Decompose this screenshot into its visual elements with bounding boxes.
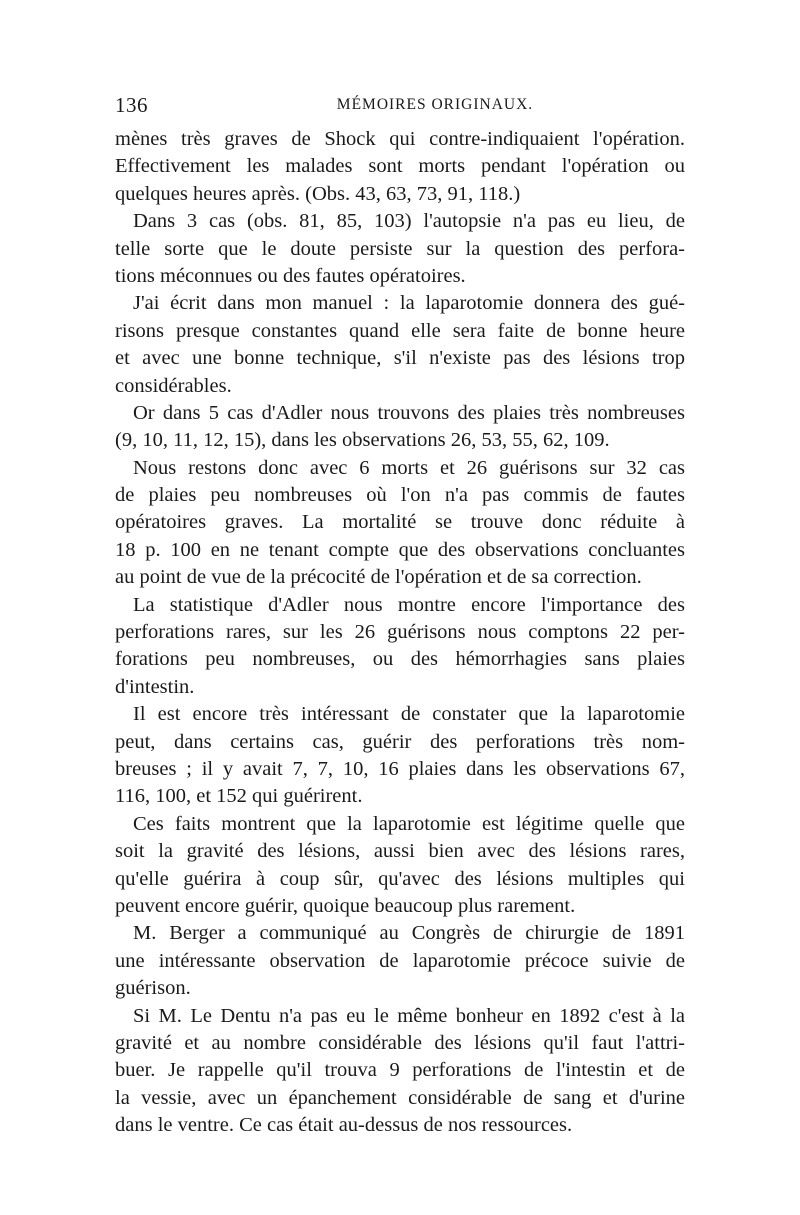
text-line: breuses ; il y avait 7, 7, 10, 16 plaies dans les observations 67, xyxy=(115,757,685,780)
text-line: au point de vue de la précocité de l'opération et de sa correction. xyxy=(115,566,642,589)
text-line: la vessie, avec un épanchement considérable de sang et d'urine xyxy=(115,1086,685,1109)
text-line: guérison. xyxy=(115,977,191,1000)
text-line: (9, 10, 11, 12, 15), dans les observations 26, 53, 55, 62, 109. xyxy=(115,429,610,452)
text-line: forations peu nombreuses, ou des hémorrhagies sans plaies xyxy=(115,648,685,671)
text-line: Si M. Le Dentu n'a pas eu le même bonheur en 1892 c'est à la xyxy=(133,1004,685,1027)
text-line: buer. Je rappelle qu'il trouva 9 perforations de l'intestin et de xyxy=(115,1059,685,1082)
text-line: dans le ventre. Ce cas était au-dessus de nos ressources. xyxy=(115,1114,573,1137)
text-line: peuvent encore guérir, quoique beaucoup plus rarement. xyxy=(115,894,576,917)
text-line: Nous restons donc avec 6 morts et 26 guérisons sur 32 cas xyxy=(133,456,685,479)
text-line: gravité et au nombre considérable des lésions qu'il faut l'attri- xyxy=(115,1031,685,1054)
text-line: tions méconnues ou des fautes opératoires. xyxy=(115,264,466,287)
page-header xyxy=(115,93,685,123)
text-line: mènes très graves de Shock qui contre-indiquaient l'opération. xyxy=(115,128,685,150)
text-line: 116, 100, et 152 qui guérirent. xyxy=(115,785,363,808)
running-title: MÉMOIRES ORIGINAUX. xyxy=(336,96,534,113)
text-line: telle sorte que le doute persiste sur la question des perfora- xyxy=(115,237,685,260)
text-line: Or dans 5 cas d'Adler nous trouvons des plaies très nombreuses xyxy=(133,401,685,424)
text-line: considérables. xyxy=(115,374,232,397)
text-line: Dans 3 cas (obs. 81, 85, 103) l'autopsie n'a pas eu lieu, de xyxy=(133,210,685,233)
text-line: Il est encore très intéressant de constater que la laparotomie xyxy=(133,703,685,726)
text-line: Effectivement les malades sont morts pendant l'opération ou xyxy=(115,155,685,178)
text-line: risons presque constantes quand elle sera faite de bonne heure xyxy=(115,319,685,342)
text-line: une intéressante observation de laparotomie précoce suivie de xyxy=(115,949,685,972)
text-line: La statistique d'Adler nous montre encore l'importance des xyxy=(133,593,685,616)
text-line: J'ai écrit dans mon manuel : la laparotomie donnera des gué- xyxy=(133,292,685,315)
text-line: soit la gravité des lésions, aussi bien avec des lésions rares, xyxy=(115,840,685,863)
text-line: quelques heures après. (Obs. 43, 63, 73, 91, 118.) xyxy=(115,182,521,205)
text-line: qu'elle guérira à coup sûr, qu'avec des lésions multiples qui xyxy=(115,867,685,890)
text-line: peut, dans certains cas, guérir des perforations très nom- xyxy=(115,730,685,753)
text-line: de plaies peu nombreuses où l'on n'a pas commis de fautes xyxy=(115,484,685,507)
page-number: 136 xyxy=(115,93,148,117)
body-text xyxy=(115,126,685,1139)
text-line: et avec une bonne technique, s'il n'existe pas des lésions trop xyxy=(115,347,685,370)
text-line: M. Berger a communiqué au Congrès de chirurgie de 1891 xyxy=(133,922,685,945)
text-line: 18 p. 100 en ne tenant compte que des observations concluantes xyxy=(115,538,685,561)
text-line: perforations rares, sur les 26 guérisons nous comptons 22 per- xyxy=(115,621,685,644)
text-line: Ces faits montrent que la laparotomie est légitime quelle que xyxy=(133,812,685,835)
text-line: d'intestin. xyxy=(115,675,195,698)
text-line: opératoires graves. La mortalité se trouve donc réduite à xyxy=(115,511,685,534)
